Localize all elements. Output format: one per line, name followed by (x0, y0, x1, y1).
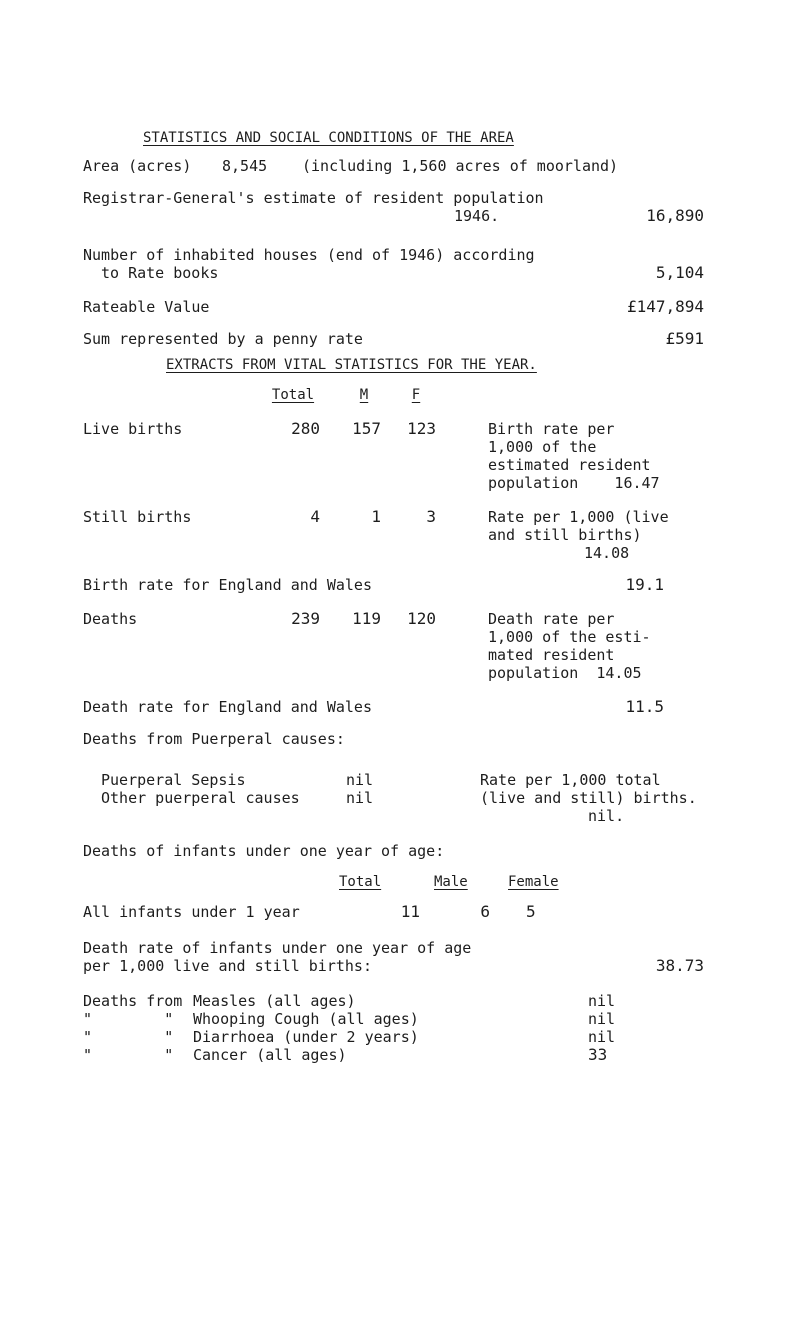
deaths-total: 239 (291, 609, 320, 628)
penny-rate-label: Sum represented by a penny rate (83, 330, 363, 348)
houses-value: 5,104 (655, 263, 704, 282)
birth-rate-note-2: 1,000 of the (488, 438, 597, 456)
cause-prefix: " " (83, 1028, 174, 1046)
area-label: Area (acres) (83, 157, 192, 175)
puerperal-rate-note-1: Rate per 1,000 total (480, 771, 661, 789)
infant-rate-label-1: Death rate of infants under one year of age (83, 939, 472, 957)
cause-value: nil (588, 992, 616, 1010)
live-births-female: 123 (407, 419, 436, 438)
death-rate-note-4: population 14.05 (488, 664, 642, 682)
death-rate-england-value: 11.5 (625, 697, 664, 716)
column-male: M (359, 387, 369, 403)
cause-prefix: " " (83, 1010, 174, 1028)
cause-value: nil (588, 1010, 616, 1028)
puerperal-heading: Deaths from Puerperal causes: (83, 730, 345, 748)
cause-label: Diarrhoea (under 2 years) (193, 1028, 419, 1046)
houses-label-cont: to Rate books (101, 264, 219, 282)
all-infants-male: 6 (480, 902, 490, 921)
column-female: F (411, 387, 421, 403)
rateable-value-label: Rateable Value (83, 298, 210, 316)
cause-value: nil (588, 1028, 616, 1046)
population-value: 16,890 (646, 206, 704, 225)
puerperal-rate-note-2: (live and still) births. (480, 789, 697, 807)
other-puerperal-value: nil (346, 789, 374, 807)
death-rate-note-1: Death rate per (488, 610, 615, 628)
puerperal-rate-value: nil. (588, 807, 625, 825)
still-births-total: 4 (310, 507, 320, 526)
other-puerperal-label: Other puerperal causes (101, 789, 300, 807)
vital-statistics-heading: EXTRACTS FROM VITAL STATISTICS FOR THE YEAR. (166, 357, 537, 373)
infants-column-female: Female (508, 874, 559, 890)
rateable-value-value: £147,894 (626, 297, 704, 316)
still-rate-note-1: Rate per 1,000 (live (488, 508, 669, 526)
still-births-male: 1 (371, 507, 381, 526)
infant-rate-value: 38.73 (655, 956, 704, 975)
live-births-total: 280 (291, 419, 320, 438)
deaths-male: 119 (352, 609, 381, 628)
deaths-female: 120 (407, 609, 436, 628)
birth-rate-note-3: estimated resident (488, 456, 651, 474)
still-rate-note-2: and still births) (488, 526, 642, 544)
infant-rate-label-2: per 1,000 live and still births: (83, 957, 372, 975)
infants-column-male: Male (434, 874, 468, 890)
cause-label: Measles (all ages) (193, 992, 356, 1010)
cause-value: 33 (588, 1045, 608, 1064)
all-infants-female: 5 (526, 902, 536, 921)
still-births-label: Still births (83, 508, 192, 526)
page-heading: STATISTICS AND SOCIAL CONDITIONS OF THE AREA (143, 130, 514, 146)
live-births-male: 157 (352, 419, 381, 438)
still-rate-value: 14.08 (584, 544, 630, 562)
all-infants-label: All infants under 1 year (83, 903, 300, 921)
still-births-female: 3 (426, 507, 436, 526)
cause-label: Whooping Cough (all ages) (193, 1010, 419, 1028)
death-rate-england-label: Death rate for England and Wales (83, 698, 372, 716)
birth-rate-england-label: Birth rate for England and Wales (83, 576, 372, 594)
all-infants-total: 11 (400, 902, 420, 921)
area-value: 8,545 (222, 157, 268, 175)
column-total: Total (271, 387, 315, 403)
cause-prefix: Deaths from (83, 992, 183, 1010)
cause-label: Cancer (all ages) (193, 1046, 347, 1064)
deaths-label: Deaths (83, 610, 138, 628)
population-year: 1946. (454, 207, 500, 225)
cause-prefix: " " (83, 1046, 174, 1064)
death-rate-note-2: 1,000 of the esti- (488, 628, 651, 646)
infants-heading: Deaths of infants under one year of age: (83, 842, 445, 860)
houses-label: Number of inhabited houses (end of 1946) according (83, 246, 535, 264)
birth-rate-england-value: 19.1 (625, 575, 664, 594)
birth-rate-note-1: Birth rate per (488, 420, 615, 438)
birth-rate-note-4: population 16.47 (488, 474, 660, 492)
population-label: Registrar-General's estimate of resident population (83, 189, 544, 207)
live-births-label: Live births (83, 420, 183, 438)
puerperal-sepsis-label: Puerperal Sepsis (101, 771, 246, 789)
death-rate-note-3: mated resident (488, 646, 615, 664)
area-note: (including 1,560 acres of moorland) (302, 157, 619, 175)
penny-rate-value: £591 (665, 329, 704, 348)
puerperal-sepsis-value: nil (346, 771, 374, 789)
infants-column-total: Total (339, 874, 382, 890)
